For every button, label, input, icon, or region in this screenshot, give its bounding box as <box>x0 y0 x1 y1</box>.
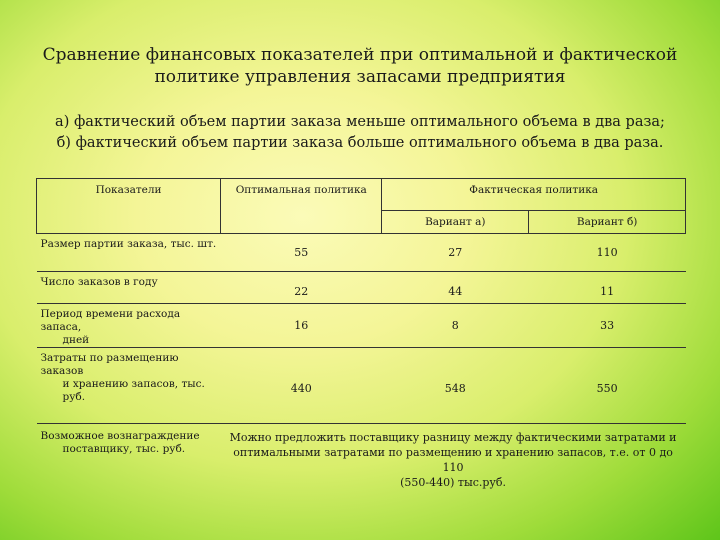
header-optimal: Оптимальная политика <box>221 179 382 234</box>
note-line-3: (550-440) тыс.руб. <box>400 476 507 489</box>
cell-variant-b: 33 <box>529 304 686 348</box>
table-row <box>37 348 686 424</box>
header-variant-a: Вариант а) <box>382 211 529 234</box>
header-actual: Фактическая политика <box>382 179 686 211</box>
table-row <box>37 234 686 272</box>
note-line-1: Можно предложить поставщику разницу между фактическими затратами и <box>229 431 677 444</box>
row-label-line: Возможное вознаграждение <box>40 430 200 442</box>
page-title <box>40 44 680 88</box>
cell-optimal: 55 <box>221 234 382 272</box>
header-indicators: Показатели <box>37 179 221 234</box>
row-label <box>37 424 221 497</box>
subtitle-line-2: б) фактический объем партии заказа больше оптимального объема в два раза. <box>56 135 664 151</box>
title-line-1: Сравнение финансовых показателей при оптимальной и фактической <box>42 45 678 65</box>
row-label <box>37 272 221 304</box>
subtitle <box>40 112 680 154</box>
row-label-line: Затраты по размещению заказов <box>40 352 179 377</box>
cell-variant-a: 8 <box>382 304 529 348</box>
cell-optimal: 440 <box>221 348 382 424</box>
cell-optimal: 22 <box>221 272 382 304</box>
row-label-line: дней <box>62 334 90 346</box>
table-header-row <box>37 179 686 211</box>
cell-variant-a: 27 <box>382 234 529 272</box>
row-label <box>37 348 221 424</box>
title-line-2: политике управления запасами предприятия <box>154 67 566 87</box>
cell-optimal: 16 <box>221 304 382 348</box>
comparison-table <box>36 178 686 496</box>
cell-variant-b: 11 <box>529 272 686 304</box>
cell-variant-a: 44 <box>382 272 529 304</box>
note-line-2: оптимальными затратами по размещению и хранению запасов, т.е. от 0 до 110 <box>233 446 673 474</box>
cell-variant-b: 110 <box>529 234 686 272</box>
row-label-line: Число заказов в году <box>40 276 158 288</box>
row-label-line: поставщику, тыс. руб. <box>62 443 186 455</box>
subtitle-line-1: а) фактический объем партии заказа меньше оптимального объема в два раза; <box>55 114 665 130</box>
table-row <box>37 424 686 497</box>
row-label-line: Размер партии заказа, тыс. шт. <box>40 238 217 250</box>
row-label-line: руб. <box>62 391 86 403</box>
header-variant-b: Вариант б) <box>529 211 686 234</box>
row-label <box>37 234 221 272</box>
row-label <box>37 304 221 348</box>
cell-variant-b: 550 <box>529 348 686 424</box>
cell-variant-a: 548 <box>382 348 529 424</box>
table-row <box>37 304 686 348</box>
row-label-line: и хранению запасов, тыс. <box>62 378 205 390</box>
table-row <box>37 272 686 304</box>
row-label-line: Период времени расхода запаса, <box>40 308 181 333</box>
reward-note <box>221 424 686 497</box>
